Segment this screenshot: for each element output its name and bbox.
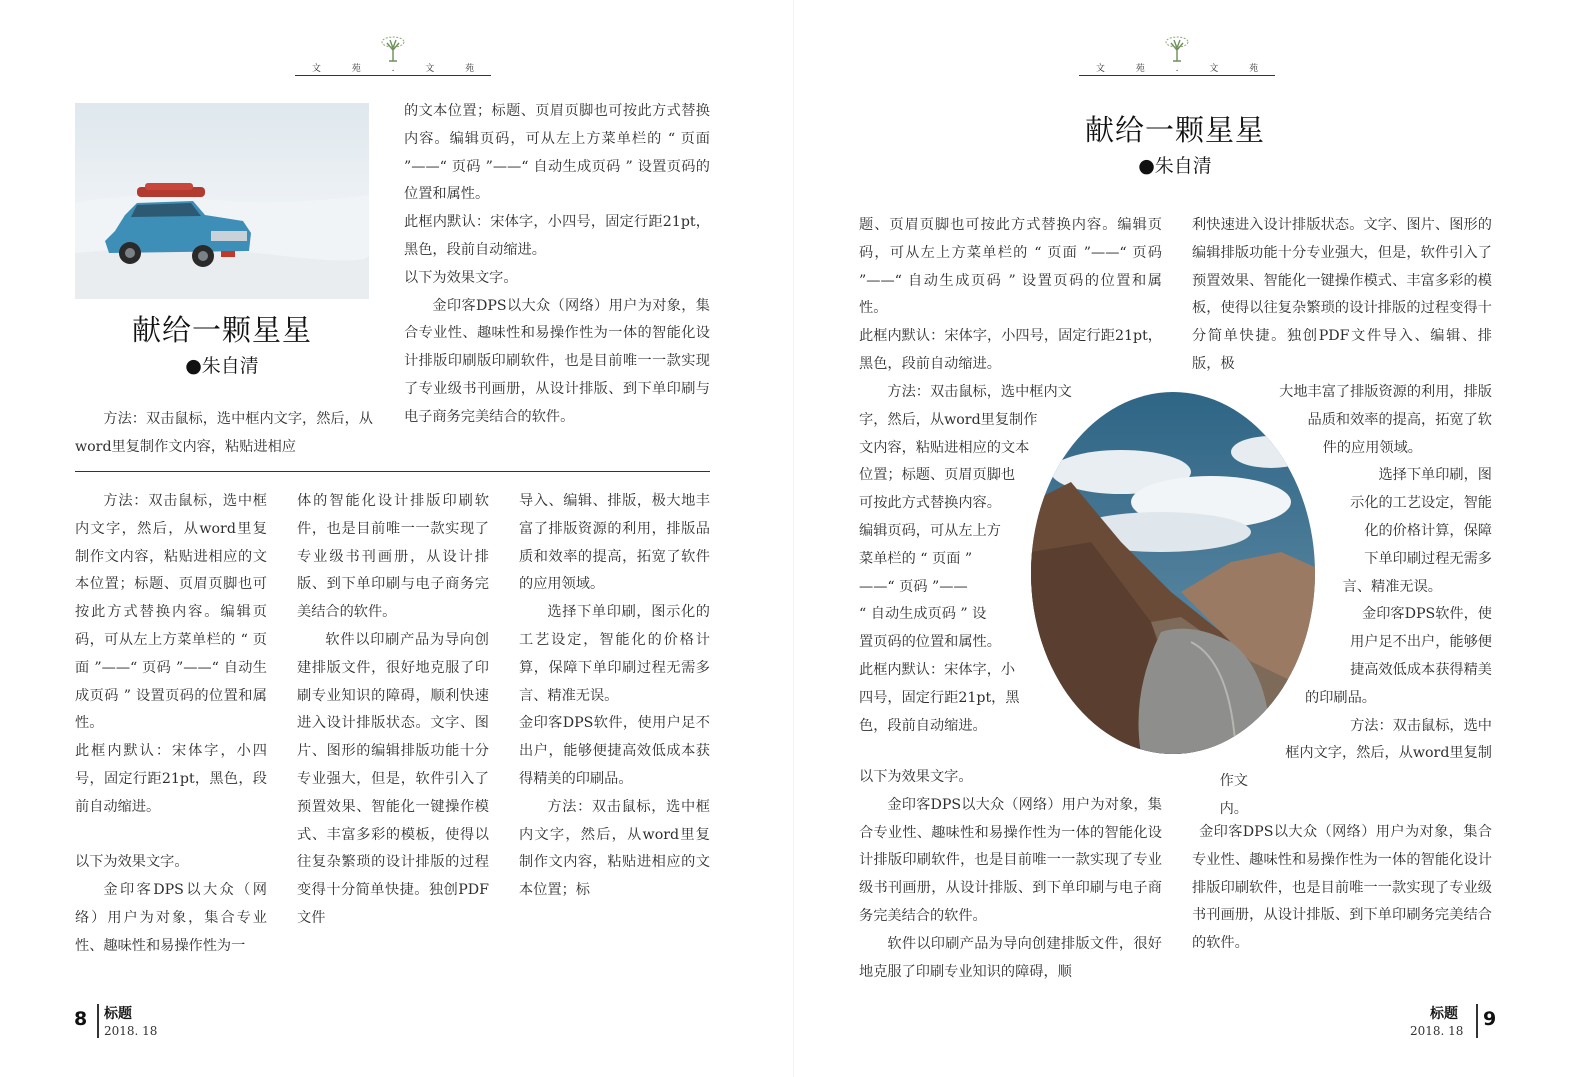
text-line: 此框内默认：宋体字，小 [859, 661, 1016, 678]
paragraph: 的文本位置；标题、页眉页脚也可按此方式替换内容。编辑页码，可从左上方菜单栏的 “ 页面 ”——“ 页码 ”——“ 自动生成页码 ” 设置页码的位置和属性。 [404, 103, 710, 203]
text-line: 言、精准无误。 [1342, 578, 1442, 595]
paragraph: 选择下单印刷，图示化的工艺设定，智能化的价格计算，保障下单印刷过程无需多言、精准无误。 [519, 604, 710, 704]
text-line: 四号，固定行距21pt，黑 [859, 689, 1020, 706]
footer-title: 标题 [1430, 1006, 1458, 1022]
tree-icon [379, 36, 407, 62]
header-section-label: 文 苑 . 文 苑 [311, 64, 489, 74]
page-header [295, 36, 491, 80]
column-1 [75, 488, 267, 961]
car-photo [75, 103, 369, 299]
paragraph: 以下为效果文字。 [404, 269, 518, 286]
tree-icon [1163, 36, 1191, 62]
text-line: 置页码的位置和属性。 [859, 634, 1001, 651]
text-line: 可按此方式替换内容。 [859, 495, 1001, 512]
paragraph: 金印客DPS以大众（网络）用户为对象，集合专业性、趣味性和易操作性为一体的智能化设计排版印刷软件，也是目前唯一一款实现了专业级书刊画册，从设计排版、到下单印刷务完美结合的软件。 [1192, 824, 1492, 952]
article-author: ●朱自清 [1138, 155, 1212, 177]
column-2 [297, 488, 489, 933]
header-rule [1079, 75, 1275, 76]
paragraph: 体的智能化设计排版印刷软件，也是目前唯一一款实现了专业级书刊画册，从设计排版、到下单印刷与电子商务完美结合的软件。 [297, 493, 489, 621]
footer-title: 标题 [104, 1006, 132, 1022]
right-column-right-bottom [1192, 819, 1492, 958]
text-line: 编辑页码，可从左上方 [859, 522, 1001, 539]
article-title: 献给一颗星星 [1084, 113, 1265, 147]
text-line: 金印客DPS软件，使 [1362, 606, 1492, 623]
text-line: ——“ 页码 ”—— [859, 578, 968, 595]
paragraph: 方法：双击鼠标，选中框内文字，然后，从word里复制作文内容，粘贴进相应 [75, 411, 373, 455]
header-section-label: 文 苑 . 文 苑 [1095, 64, 1273, 74]
paragraph: 方法：双击鼠标，选中框内文字，然后，从word里复制作文内容，粘贴进相应的文本位置；标 [519, 798, 710, 899]
section-divider [75, 471, 710, 472]
text-line: 色，段前自动缩进。 [859, 717, 987, 734]
paragraph: 此框内默认：宋体字，小四号，固定行距21pt，黑色，段前自动缩进。 [75, 743, 267, 815]
article-author: ●朱自清 [185, 355, 259, 377]
column-3 [519, 488, 710, 905]
paragraph: 金印客DPS以大众（网络）用户为对象，集合专业性、趣味性和易操作性为一体的智能化设计排版印刷软件，也是目前唯一一款实现了专业级书刊画册，从设计排版、到下单印刷与电子商务完美结合的软件。 [859, 796, 1162, 924]
footer-date: 2018. 18 [1410, 1024, 1464, 1038]
paragraph [75, 822, 267, 850]
paragraph: 以下为效果文字。 [75, 854, 189, 871]
right-column-right-top [1192, 212, 1492, 379]
mountain-road-photo [1031, 392, 1315, 754]
paragraph: 以下为效果文字。 [859, 769, 973, 785]
paragraph: 导入、编辑、排版，极大地丰富了排版资源的利用，排版品质和效率的提高，拓宽了软件的应用领域。 [519, 493, 710, 593]
text-line: “ 自动生成页码 ” 设 [859, 606, 987, 623]
text-line: 下单印刷过程无需多 [1364, 550, 1492, 567]
paragraph: 题、页眉页脚也可按此方式替换内容。编辑页码，可从左上方菜单栏的 “ 页面 ”——“ 页码 ”——“ 自动生成页码 ” 设置页码的位置和属性。 [859, 217, 1162, 317]
header-rule [295, 75, 491, 76]
paragraph: 此框内默认：宋体字，小四号，固定行距21pt，黑色，段前自动缩进。 [404, 214, 710, 258]
text-line: 大地丰富了排版资源的利用，排版 [1279, 384, 1492, 400]
text-line: 框内文字，然后，从word里复制 [1285, 745, 1492, 762]
text-line: 位置；标题、页眉页脚也 [859, 467, 1016, 484]
right-column-left-bottom [859, 764, 1162, 986]
text-line: 方法：双击鼠标，选中框内文 [859, 384, 1072, 400]
text-line: 选择下单印刷，图 [1378, 467, 1492, 484]
page-number: 8 [74, 1008, 88, 1030]
text-line: 化的价格计算，保障 [1364, 522, 1492, 539]
paragraph: 方法：双击鼠标，选中框内文字，然后，从word里复制作文内容，粘贴进相应的文本位置；标题、页眉页脚也可按此方式替换内容。编辑页码，可从左上方菜单栏的 “ 页面 ”——“ 页码 ”——“ 自动生成页码 ” 设置页码的位置和属性。 [75, 493, 267, 732]
text-line: 作文内。 [1219, 773, 1248, 817]
footer-date: 2018. 18 [104, 1024, 158, 1038]
right-column-left-top [859, 212, 1162, 379]
footer-divider [1476, 1004, 1478, 1038]
footer-divider [97, 1004, 99, 1038]
article-title: 献给一颗星星 [131, 313, 312, 347]
text-line: 示化的工艺设定，智能 [1350, 495, 1492, 512]
paragraph: 金印客DPS以大众（网络）用户为对象，集合专业性、趣味性和易操作性为一 [75, 882, 267, 954]
page-header [1079, 36, 1275, 80]
paragraph: 金印客DPS软件，使用户足不出户，能够便捷高效低成本获得精美的印刷品。 [519, 715, 710, 787]
text-line: 的印刷品。 [1305, 689, 1376, 706]
text-line: 文内容，粘贴进相应的文本 [859, 439, 1030, 456]
paragraph: 利快速进入设计排版状态。文字、图片、图形的编辑排版功能十分专业强大，但是，软件引入了预置效果、智能化一键操作模式、丰富多彩的模板，使得以往复杂繁琐的设计排版的过程变得十分简单快捷。独创PDF文件导入、编辑、排版，极 [1192, 217, 1492, 372]
text-line: 件的应用领域。 [1322, 439, 1422, 456]
paragraph: 金印客DPS以大众（网络）用户为对象，集合专业性、趣味性和易操作性为一体的智能化设计排版印刷版印刷软件，也是目前唯一一款实现了专业级书刊画册，从设计排版、到下单印刷与电子商务完美结合的软件。 [404, 297, 710, 425]
paragraph: 软件以印刷产品为导向创建排版文件，很好地克服了印刷专业知识的障碍，顺利快速进入设计排版状态。文字、图片、图形的编辑排版功能十分专业强大，但是，软件引入了预置效果、智能化一键操作模式、丰富多彩的模板，使得以往复杂繁琐的设计排版的过程变得十分简单快捷。独创PDF文件 [297, 631, 489, 926]
top-right-text [404, 98, 710, 432]
text-line: 菜单栏的 “ 页面 ” [859, 550, 973, 567]
text-line: 字，然后，从word里复制作 [859, 411, 1038, 428]
text-line: 用户足不出户，能够便 [1350, 634, 1492, 651]
text-line: 品质和效率的提高，拓宽了软 [1307, 411, 1492, 428]
paragraph: 此框内默认：宋体字，小四号，固定行距21pt，黑色，段前自动缩进。 [859, 328, 1162, 372]
page-number: 9 [1483, 1008, 1497, 1030]
intro-text [75, 406, 373, 462]
text-line: 方法：双击鼠标，选中 [1350, 717, 1492, 734]
paragraph: 软件以印刷产品为导向创建排版文件，很好地克服了印刷专业知识的障碍，顺 [859, 935, 1162, 980]
text-line: 捷高效低成本获得精美 [1350, 661, 1492, 678]
